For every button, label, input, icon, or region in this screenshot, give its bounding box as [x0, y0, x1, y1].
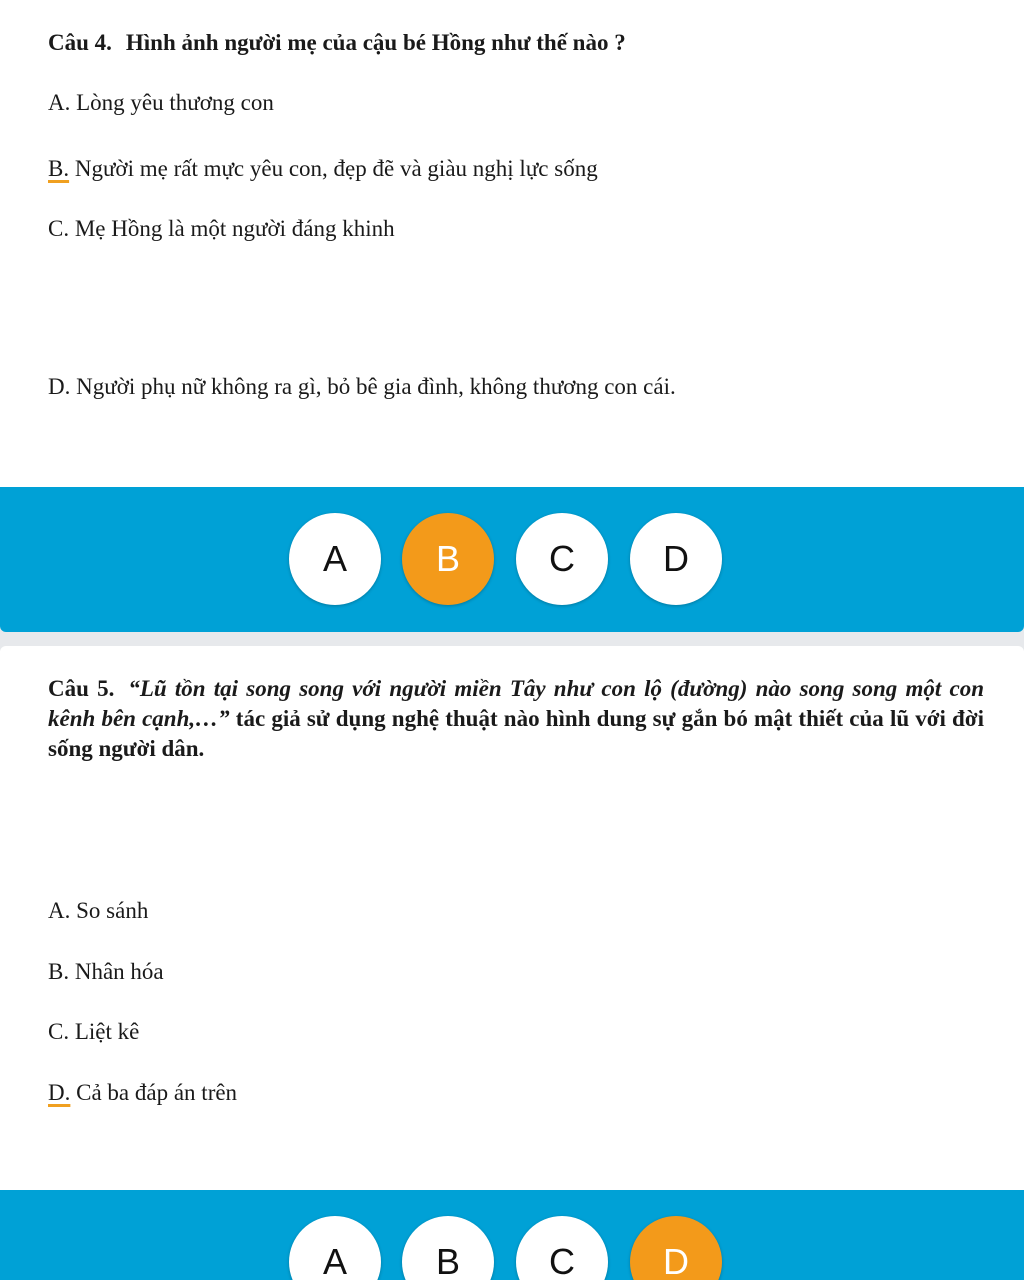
question-5-number: Câu 5.: [48, 676, 115, 701]
q5-option-d-letter: D.: [48, 1080, 71, 1105]
q4-answer-c-button[interactable]: C: [516, 513, 608, 605]
question-5-quote: “Lũ tồn tại song song với người miền Tây như con lộ (đường) nào song song một con kênh bên cạnh,…”: [48, 676, 984, 731]
q5-option-a: [48, 896, 148, 926]
q4-answer-a-button[interactable]: A: [289, 513, 381, 605]
question-4-card: [0, 0, 1024, 632]
q4-option-a: [48, 88, 274, 118]
q5-option-d-text: Cả ba đáp án trên: [70, 1080, 238, 1105]
q4-option-b-text: Người mẹ rất mực yêu con, đẹp đẽ và giàu nghị lực sống: [69, 156, 598, 181]
question-5-card: [0, 646, 1024, 1280]
question-4-number: Câu 4.: [48, 30, 112, 55]
q4-option-b-letter: B.: [48, 156, 70, 181]
question-5-title: [48, 674, 984, 764]
q4-option-a-letter: A.: [48, 90, 71, 115]
q5-answer-bar: [0, 1190, 1024, 1280]
question-5-text: tác giả sử dụng nghệ thuật nào hình dung sự gắn bó mật thiết của lũ với đời sống người dân.: [48, 706, 984, 761]
q5-option-b-text: Nhân hóa: [69, 959, 164, 984]
q4-option-a-text: Lòng yêu thương con: [70, 90, 274, 115]
q5-option-a-letter: A.: [48, 898, 71, 923]
q4-answer-bar: [0, 487, 1024, 632]
q5-option-b: [48, 957, 164, 987]
q5-option-c: [48, 1017, 139, 1047]
q4-option-c-letter: C.: [48, 216, 70, 241]
q4-option-d: [48, 372, 676, 402]
q4-option-b: [48, 154, 598, 184]
q5-answer-d-button[interactable]: D: [630, 1216, 722, 1280]
q4-answer-d-button[interactable]: D: [630, 513, 722, 605]
q5-answer-b-button[interactable]: B: [402, 1216, 494, 1280]
q5-option-d: [48, 1078, 237, 1108]
q4-answer-b-button[interactable]: B: [402, 513, 494, 605]
question-4-title: [48, 28, 984, 58]
q4-option-d-text: Người phụ nữ không ra gì, bỏ bê gia đình, không thương con cái.: [70, 374, 676, 399]
q5-answer-a-button[interactable]: A: [289, 1216, 381, 1280]
q4-option-c: [48, 214, 395, 244]
q5-option-a-text: So sánh: [70, 898, 149, 923]
q5-option-b-letter: B.: [48, 959, 70, 984]
q4-option-d-letter: D.: [48, 374, 71, 399]
q5-answer-c-button[interactable]: C: [516, 1216, 608, 1280]
question-4-text: Hình ảnh người mẹ của cậu bé Hồng như thế nào ?: [125, 30, 626, 55]
q4-option-c-text: Mẹ Hồng là một người đáng khinh: [69, 216, 395, 241]
q5-option-c-text: Liệt kê: [69, 1019, 140, 1044]
q5-option-c-letter: C.: [48, 1019, 70, 1044]
